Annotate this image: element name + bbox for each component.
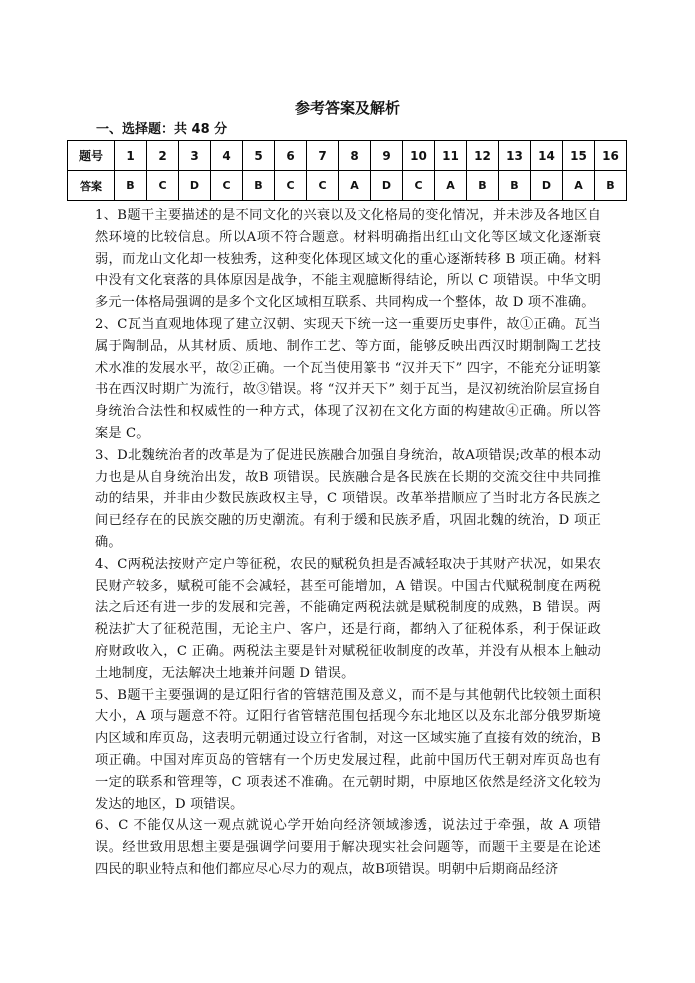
question-number: 16 <box>595 141 627 171</box>
question-number: 4 <box>211 141 243 171</box>
question-number: 7 <box>307 141 339 171</box>
explanation-paragraph: 3、D北魏统治者的改革是为了促进民族融合加强自身统治，故A项错误;改革的根本动力也是从自身统治出发，故B 项错误。民族融合是各民族在长期的交流交往中共同推动的结果，并非由少数民族政权主导，C 项错误。改革举措顺应了当时北方各民族之间已经存在的民族交融的历史潮流。有利于缓和民族矛盾，巩固北魏的统治，D 项正确。 <box>95 447 601 550</box>
answer-row <box>68 171 627 201</box>
page-title: 参考答案及解析 <box>294 99 400 117</box>
question-number: 10 <box>403 141 435 171</box>
answer-cell: D <box>531 171 563 201</box>
answer-cell: A <box>435 171 467 201</box>
answer-cell: D <box>179 171 211 201</box>
question-number: 14 <box>531 141 563 171</box>
answer-cell: B <box>115 171 147 201</box>
answer-cell: D <box>371 171 403 201</box>
answer-cell: A <box>339 171 371 201</box>
question-number: 1 <box>115 141 147 171</box>
answer-table <box>67 140 627 201</box>
question-number: 5 <box>243 141 275 171</box>
question-number: 8 <box>339 141 371 171</box>
question-number: 6 <box>275 141 307 171</box>
answer-cell: C <box>307 171 339 201</box>
question-number: 9 <box>371 141 403 171</box>
question-number: 12 <box>467 141 499 171</box>
answer-cell: C <box>403 171 435 201</box>
explanation-paragraph: 1、B题干主要描述的是不同文化的兴衰以及文化格局的变化情况，并未涉及各地区自然环境的比较信息。所以A项不符合题意。材料明确指出红山文化等区域文化逐渐衰弱，而龙山文化却一枝独秀，这种变化体现区域文化的重心逐渐转移 B 项正确。材料中没有文化衰落的具体原因是战争，不能主观臆断得结论，所以 C 项错误。中华文明多元一体格局强调的是多个文化区域相互联系、共同构成一个整体，故 D 项不准确。 <box>95 208 601 311</box>
answer-cell: A <box>563 171 595 201</box>
explanations <box>95 205 601 881</box>
section-heading: 一、选择题：共 48 分 <box>96 122 228 137</box>
row-label-number: 题号 <box>68 141 115 171</box>
question-number: 15 <box>563 141 595 171</box>
explanation-paragraph: 2、C瓦当直观地体现了建立汉朝、实现天下统一这一重要历史事件，故①正确。瓦当属于陶制品，从其材质、质地、制作工艺、等方面，能够反映出西汉时期制陶工艺技术水准的发展水平，故②正确。一个瓦当使用篆书 “汉并天下” 四字，不能充分证明篆书在西汉时期广为流行，故③错误。将 “汉并天下” 刻于瓦当，是汉初统治阶层宣扬自身统治合法性和权威性的一种方式，体现了汉初在文化方面的构建故④正确。所以答案是 C。 <box>95 316 601 441</box>
answer-cell: B <box>499 171 531 201</box>
row-label-answer: 答案 <box>68 171 115 201</box>
question-number: 11 <box>435 141 467 171</box>
answer-cell: C <box>211 171 243 201</box>
question-number: 13 <box>499 141 531 171</box>
explanation-paragraph: 4、C两税法按财产定户等征税，农民的赋税负担是否减轻取决于其财产状况，如果农民财产较多，赋税可能不会减轻，甚至可能增加，A 错误。中国古代赋税制度在两税法之后还有进一步的发展和完善，不能确定两税法就是赋税制度的成熟，B 错误。两税法扩大了征税范围，无论主户、客户，还是行商，都纳入了征税体系，利于保证政府财政收入，C 正确。两税法主要是针对赋税征收制度的改革，并没有从根本上触动土地制度，无法解决土地兼并问题 D 错误。 <box>95 556 601 681</box>
answer-cell: C <box>275 171 307 201</box>
question-number: 2 <box>147 141 179 171</box>
question-number-row <box>68 141 627 171</box>
explanation-paragraph: 5、B题干主要强调的是辽阳行省的管辖范围及意义，而不是与其他朝代比较领土面积大小，A 项与题意不符。辽阳行省管辖范围包括现今东北地区以及东北部分俄罗斯境内区域和库页岛，这表明元朝通过设立行省制，对这一区域实施了直接有效的统治，B 项正确。中国对库页岛的管辖有一个历史发展过程，此前中国历代王朝对库页岛也有一定的联系和管理等，C 项表述不准确。在元朝时期，中原地区依然是经济文化较为发达的地区，D 项错误。 <box>95 687 601 812</box>
explanation-paragraph: 6、C 不能仅从这一观点就说心学开始向经济领域渗透，说法过于牵强，故 A 项错误。经世致用思想主要是强调学问要用于解决现实社会问题等，而题干主要是在论述四民的职业特点和他们都应尽心尽力的观点，故B项错误。明朝中后期商品经济 <box>95 818 601 877</box>
question-number: 3 <box>179 141 211 171</box>
answer-cell: B <box>243 171 275 201</box>
answer-cell: C <box>147 171 179 201</box>
answer-cell: B <box>595 171 627 201</box>
answer-cell: B <box>467 171 499 201</box>
